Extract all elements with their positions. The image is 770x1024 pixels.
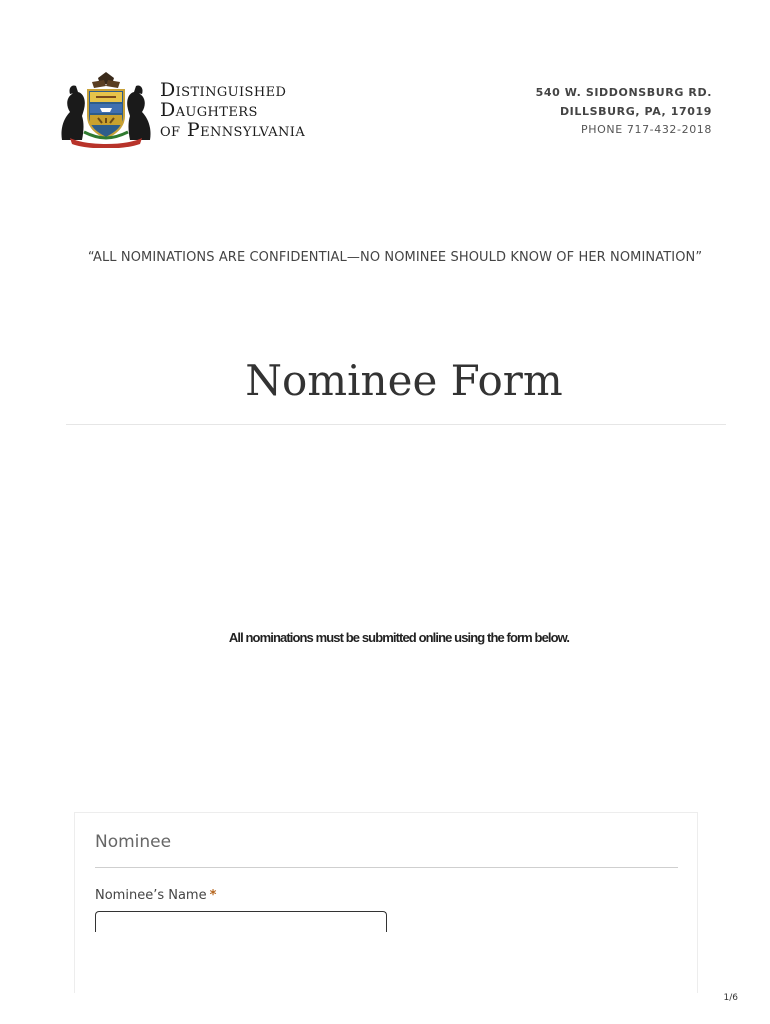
required-marker: *	[209, 888, 217, 903]
section-divider	[95, 867, 678, 868]
address-city: DILLSBURG, PA, 17019	[559, 104, 712, 118]
logo-line-2: Daughters	[160, 99, 258, 121]
instructions-text: All nominations must be submitted online using the form below.	[228, 630, 570, 645]
page-title: Nominee Form	[245, 356, 563, 405]
pennsylvania-coat-of-arms-icon	[56, 70, 156, 148]
logo-line-1: Distinguished	[160, 79, 287, 101]
title-divider	[66, 424, 726, 425]
organization-name	[160, 80, 305, 140]
organization-address	[536, 84, 712, 140]
address-phone: PHONE 717-432-2018	[581, 123, 712, 136]
confidentiality-quote: “ALL NOMINATIONS ARE CONFIDENTIAL—NO NOMINEE SHOULD KNOW OF HER NOMINATION”	[87, 250, 703, 265]
address-street: 540 W. SIDDONSBURG RD.	[535, 86, 712, 99]
nominee-name-label	[95, 888, 216, 903]
section-title: Nominee	[95, 832, 172, 852]
organization-logo	[56, 70, 346, 150]
nominee-name-label-text: Nominee’s Name	[95, 888, 207, 903]
nominee-form-card	[74, 812, 698, 993]
nominee-name-input[interactable]	[95, 911, 387, 932]
page-number: 1/6	[723, 993, 738, 1003]
logo-line-3: of Pennsylvania	[160, 119, 306, 141]
